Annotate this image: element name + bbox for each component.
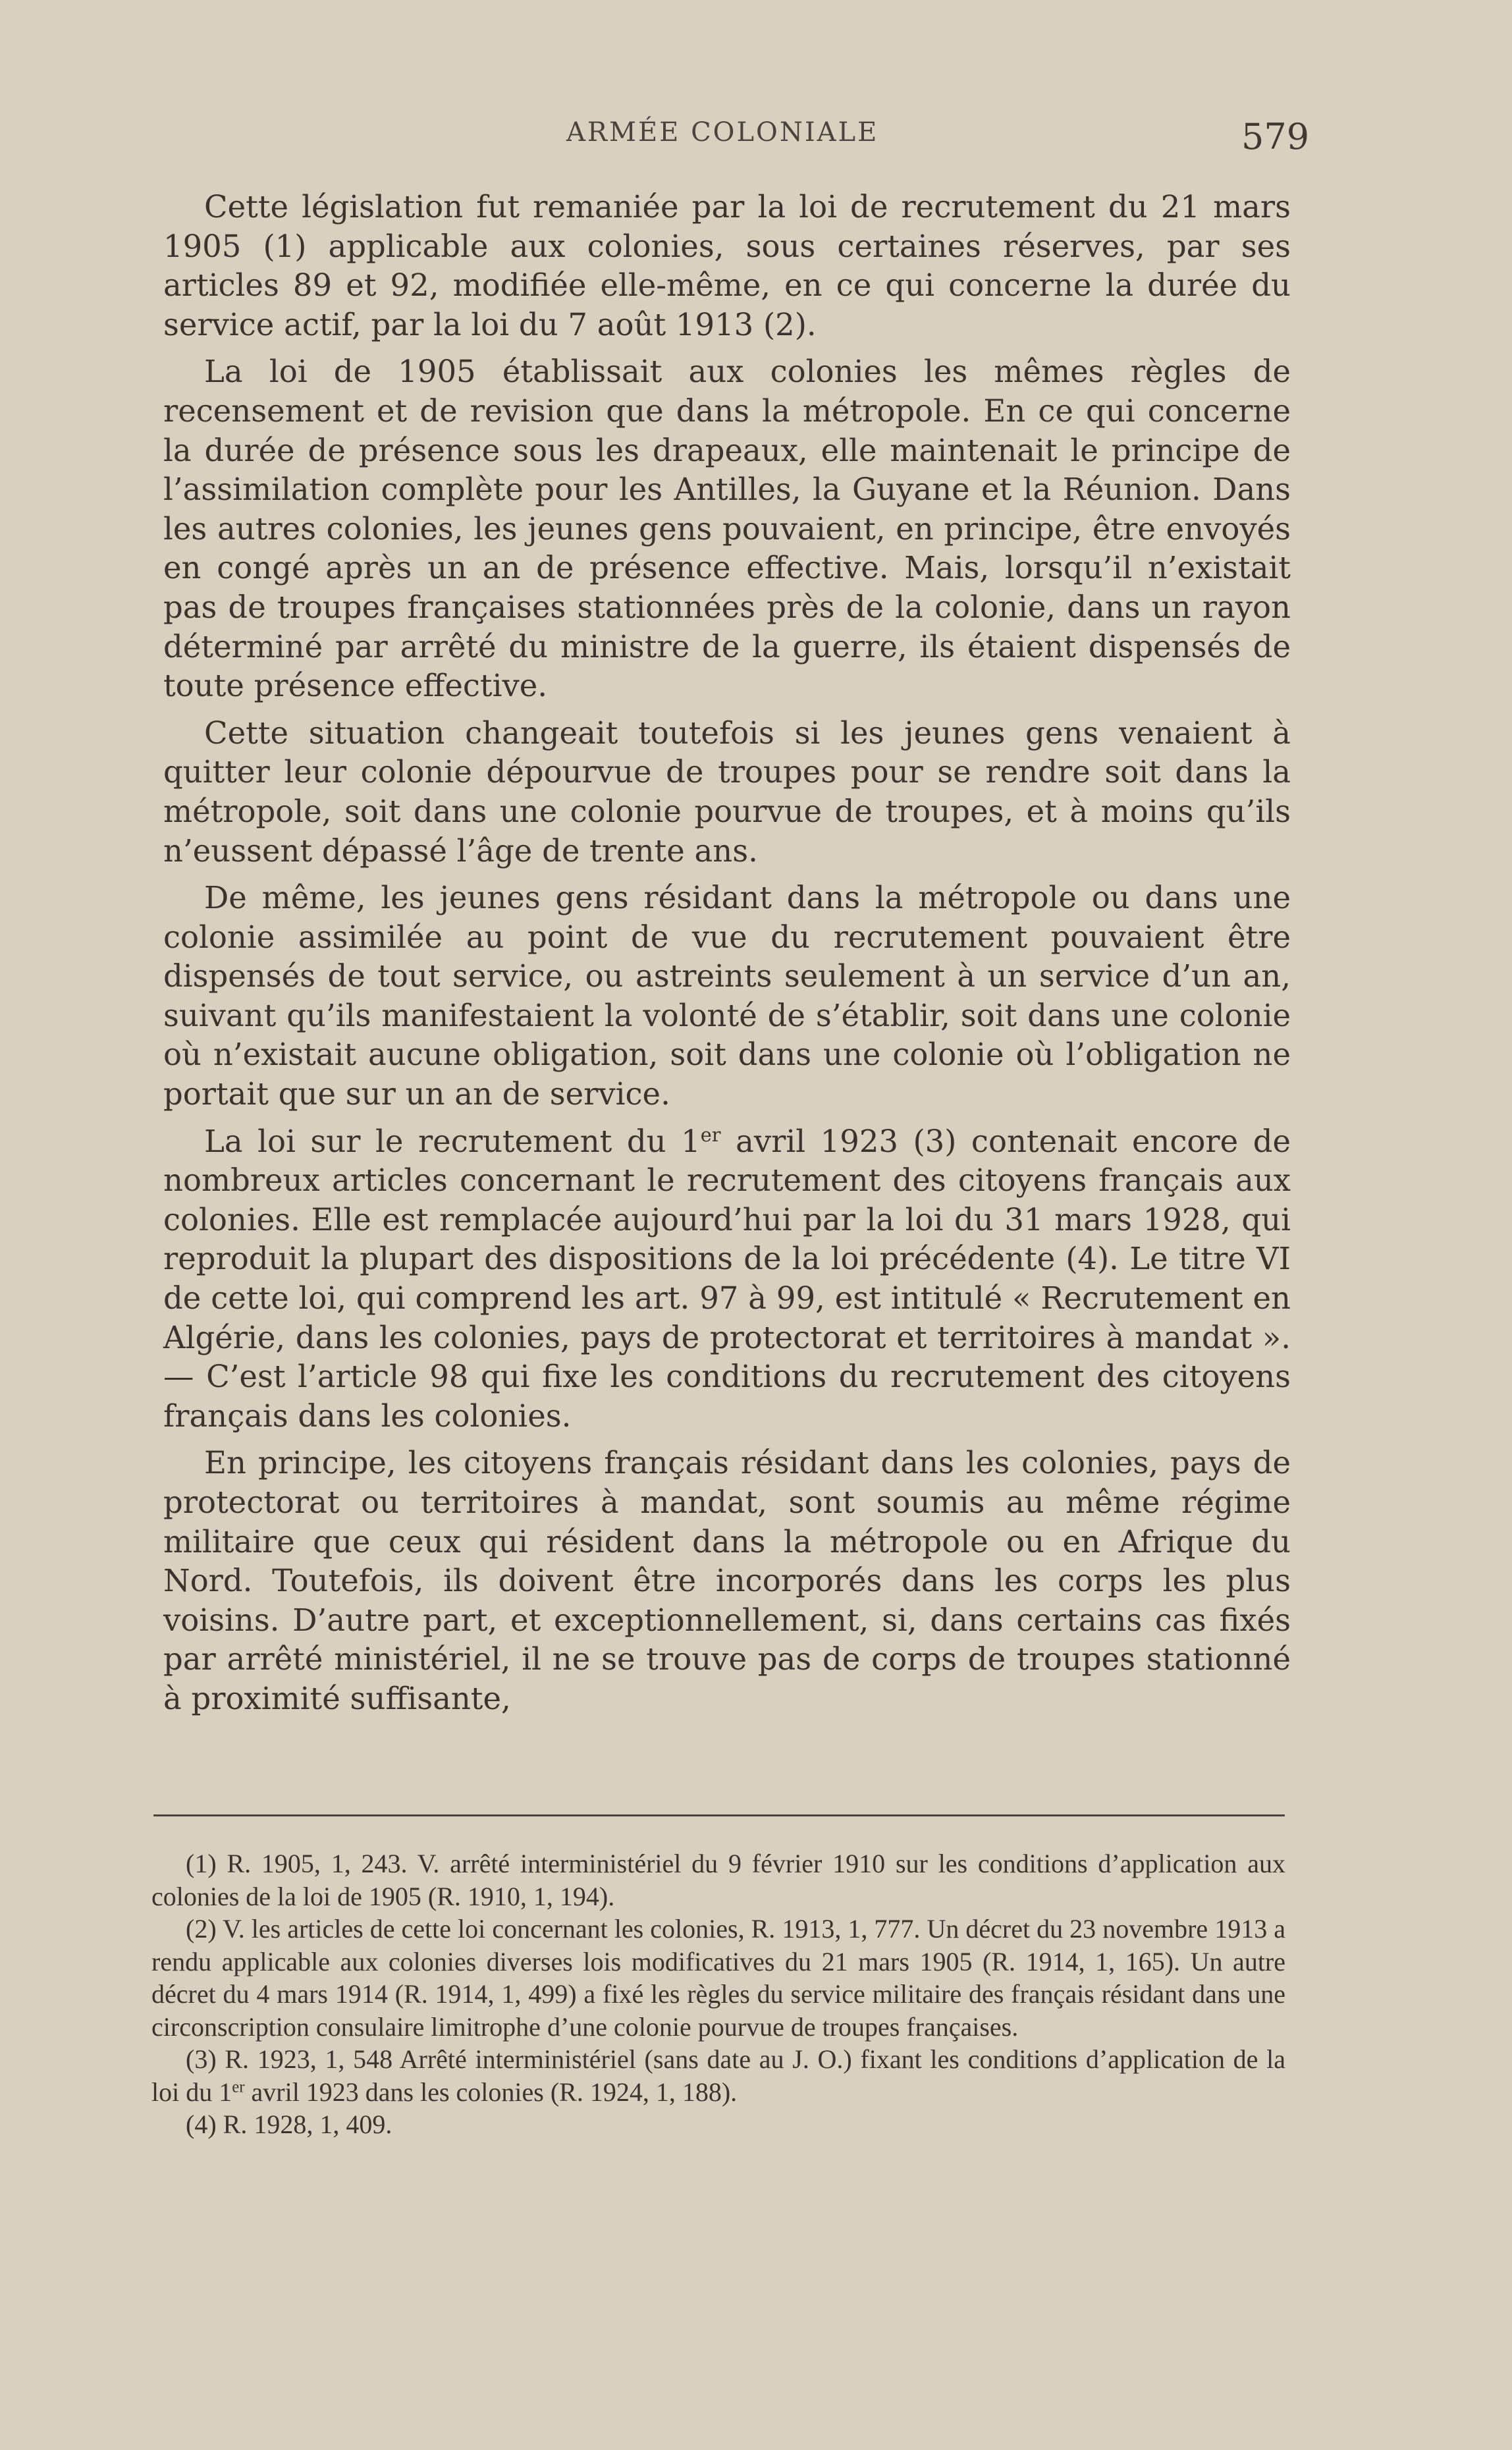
footnote-text: (3) R. 1923, 1, 548 Arrêté interministériel (sans date au J. O.) fixant les conditions d’application de la loi du 1 [151,2044,1285,2107]
footnote: (4) R. 1928, 1, 409. [186,2110,392,2139]
paragraph: En principe, les citoyens français résidant dans les colonies, pays de protectorat ou territoires à mandat, sont soumis au même régime militaire que ceux qui résident dans la métropole ou en Afrique du Nord. Toutefois, ils doivent être incorporés dans les corps les plus voisins. D’autre part, et exceptionnellement, si, dans certains cas fixés par arrêté ministériel, il ne se trouve pas de corps de troupes stationné à proximité suffisante, [163,1445,1291,1716]
main-text [163,188,1291,1719]
paragraph: Cette législation fut remaniée par la loi de recrutement du 21 mars 1905 (1) applicable aux colonies, sous certaines réserves, par ses articles 89 et 92, modifiée elle-même, en ce qui concerne la durée du service actif, par la loi du 7 août 1913 (2). [163,189,1291,342]
footnotes [151,1847,1285,2141]
footnote [151,2043,1285,2108]
footnote-rule [153,1814,1285,1816]
paragraph: La loi de 1905 établissait aux colonies les mêmes règles de recensement et de revision que dans la métropole. En ce qui concerne la durée de présence sous les drapeaux, elle maintenait le principe de l’assimilation complète pour les Antilles, la Guyane et la Réunion. Dans les autres colonies, les jeunes gens pouvaient, en principe, être envoyés en congé après un an de présence effective. Mais, lorsqu’il n’existait pas de troupes françaises stationnées près de la colonie, dans un rayon déterminé par arrêté du ministre de la guerre, ils étaient dispensés de toute présence effective. [163,354,1291,704]
footnote-text: avril 1923 dans les colonies (R. 1924, 1, 188). [244,2077,738,2107]
paragraph: Cette situation changeait toutefois si les jeunes gens venaient à quitter leur colonie dépourvue de troupes pour se rendre soit dans la métropole, soit dans une colonie pourvue de troupes, et à moins qu’ils n’eussent dépassé l’âge de trente ans. [163,715,1291,869]
ordinal-superscript: er [232,2077,245,2096]
paragraph-text: avril 1923 (3) contenait encore de nombreux articles concernant le recrutement des citoyens français aux colonies. Elle est remplacée aujourd’hui par la loi du 31 mars 1928, qui reproduit la plupart des dispositions de la loi précédente (4). Le titre VI de cette loi, qui comprend les art. 97 à 99, est intitulé « Recrutement en Algérie, dans les colonies, pays de protectorat et territoires à mandat ». — C’est l’article 98 qui fixe les conditions du recrutement des citoyens français dans les colonies. [163,1123,1291,1434]
footnote: (1) R. 1905, 1, 243. V. arrêté interministériel du 9 février 1910 sur les conditions d’application aux colonies de la loi de 1905 (R. 1910, 1, 194). [151,1849,1285,1911]
paragraph [163,1122,1291,1436]
ordinal-superscript: er [700,1123,721,1146]
running-head: ARMÉE COLONIALE [566,117,879,148]
paragraph: De même, les jeunes gens résidant dans la métropole ou dans une colonie assimilée au point de vue du recrutement pouvaient être dispensés de tout service, ou astreints seulement à un service d’un an, suivant qu’ils manifestaient la volonté de s’établir, soit dans une colonie où n’existait aucune obligation, soit dans une colonie où l’obligation ne portait que sur un an de service. [163,880,1291,1112]
paragraph-text: La loi sur le recrutement du 1 [204,1123,701,1159]
footnote: (2) V. les articles de cette loi concernant les colonies, R. 1913, 1, 777. Un décret du 23 novembre 1913 a rendu applicable aux colonies diverses lois modificatives du 21 mars 1905 (R. 1914, 1, 165). Un autre décret du 4 mars 1914 (R. 1914, 1, 499) a fixé les règles du service militaire des français résidant dans une circonscription consulaire limitrophe d’une colonie pourvue de troupes françaises. [151,1914,1285,2042]
page-number: 579 [1241,116,1310,157]
